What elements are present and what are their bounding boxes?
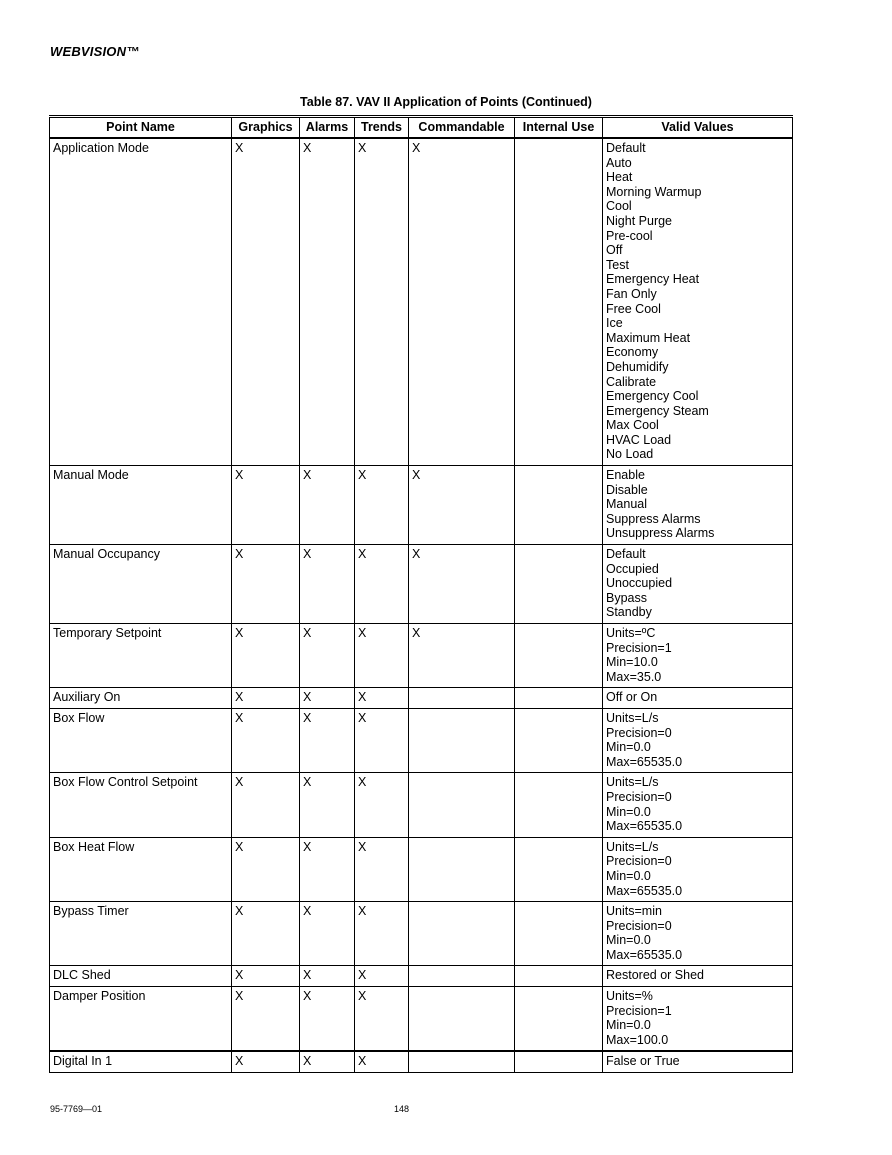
valid-value: Max=35.0 — [606, 669, 662, 684]
graphics-cell: X — [232, 466, 300, 545]
valid-value: Max Cool — [606, 418, 659, 433]
graphics-cell: X — [232, 545, 300, 624]
valid-value: Bypass — [606, 590, 647, 605]
table-row — [50, 138, 793, 466]
alarms-cell: X — [300, 987, 355, 1052]
trends-cell: X — [355, 688, 409, 709]
commandable-cell — [409, 966, 515, 987]
point-name-cell: Box Flow — [50, 708, 232, 772]
valid-value: Emergency Steam — [606, 403, 709, 418]
point-name-cell: Manual Mode — [50, 466, 232, 545]
valid-value: Min=10.0 — [606, 655, 658, 670]
internal-use-cell — [515, 773, 603, 837]
trends-cell: X — [355, 966, 409, 987]
point-name-cell: Temporary Setpoint — [50, 624, 232, 688]
alarms-cell: X — [300, 688, 355, 709]
valid-values-cell — [603, 773, 793, 837]
valid-value: False or True — [606, 1054, 680, 1069]
valid-value: Units=% — [606, 989, 653, 1004]
document-number: 95-7769—01 — [50, 1104, 103, 1114]
valid-value: Unoccupied — [606, 576, 673, 591]
alarms-cell: X — [300, 837, 355, 901]
point-name-cell: Application Mode — [50, 138, 232, 466]
valid-value: Min=0.0 — [606, 740, 651, 755]
page-number: 148 — [394, 1104, 410, 1114]
trends-cell: X — [355, 708, 409, 772]
trends-cell: X — [355, 1051, 409, 1072]
column-header-graphics: Graphics — [232, 117, 300, 139]
valid-value: Units=ºC — [606, 626, 656, 640]
graphics-cell: X — [232, 624, 300, 688]
valid-value: Units=L/s — [606, 839, 659, 854]
valid-values-cell — [603, 966, 793, 987]
valid-value: Pre-cool — [606, 228, 653, 243]
valid-value: Default — [606, 547, 646, 562]
valid-value: Free Cool — [606, 301, 661, 316]
valid-value: Precision=0 — [606, 918, 672, 933]
valid-value: Emergency Cool — [606, 389, 699, 404]
valid-values-cell — [603, 902, 793, 966]
internal-use-cell — [515, 545, 603, 624]
valid-value: Precision=0 — [606, 789, 672, 804]
valid-value: Default — [606, 141, 646, 155]
valid-value: Precision=0 — [606, 854, 672, 869]
valid-value: Units=L/s — [606, 710, 659, 725]
running-header: WEBVISION™ — [50, 44, 140, 59]
commandable-cell — [409, 1051, 515, 1072]
table-row — [50, 545, 793, 624]
valid-value: Max=65535.0 — [606, 754, 683, 769]
valid-values-cell — [603, 837, 793, 901]
trends-cell: X — [355, 624, 409, 688]
valid-values-cell — [603, 688, 793, 709]
graphics-cell: X — [232, 1051, 300, 1072]
commandable-cell: X — [409, 624, 515, 688]
table-body — [50, 138, 793, 1073]
valid-value: Heat — [606, 170, 633, 185]
table-row — [50, 688, 793, 709]
valid-value: Standby — [606, 605, 652, 620]
commandable-cell — [409, 688, 515, 709]
alarms-cell: X — [300, 624, 355, 688]
alarms-cell: X — [300, 138, 355, 466]
internal-use-cell — [515, 624, 603, 688]
internal-use-cell — [515, 688, 603, 709]
graphics-cell: X — [232, 966, 300, 987]
valid-value: Suppress Alarms — [606, 511, 701, 526]
valid-value: HVAC Load — [606, 432, 672, 447]
commandable-cell: X — [409, 138, 515, 466]
valid-value: Off — [606, 243, 623, 258]
commandable-cell — [409, 987, 515, 1052]
column-header-valid-values: Valid Values — [603, 117, 793, 139]
point-name-cell: DLC Shed — [50, 966, 232, 987]
internal-use-cell — [515, 138, 603, 466]
valid-values-cell — [603, 624, 793, 688]
valid-value: Min=0.0 — [606, 804, 651, 819]
valid-values-cell — [603, 138, 793, 466]
table-caption: Table 87. VAV II Application of Points (Continued) — [300, 95, 592, 109]
trends-cell: X — [355, 773, 409, 837]
valid-value: Emergency Heat — [606, 272, 700, 287]
internal-use-cell — [515, 966, 603, 987]
valid-value: Economy — [606, 345, 659, 360]
point-name-cell: Box Flow Control Setpoint — [50, 773, 232, 837]
valid-value: Off or On — [606, 690, 658, 705]
valid-value: Occupied — [606, 561, 659, 576]
valid-value: Maximum Heat — [606, 330, 691, 345]
commandable-cell — [409, 708, 515, 772]
graphics-cell: X — [232, 837, 300, 901]
column-header-trends: Trends — [355, 117, 409, 139]
alarms-cell: X — [300, 966, 355, 987]
valid-value: Min=0.0 — [606, 933, 651, 948]
alarms-cell: X — [300, 545, 355, 624]
valid-values-cell — [603, 708, 793, 772]
trends-cell: X — [355, 138, 409, 466]
valid-value: Fan Only — [606, 286, 657, 301]
valid-value: Enable — [606, 468, 645, 483]
alarms-cell: X — [300, 708, 355, 772]
graphics-cell: X — [232, 688, 300, 709]
alarms-cell: X — [300, 902, 355, 966]
valid-value: Morning Warmup — [606, 184, 702, 199]
valid-value: Max=65535.0 — [606, 819, 683, 834]
valid-values-cell — [603, 1051, 793, 1072]
commandable-cell — [409, 837, 515, 901]
valid-value: Restored or Shed — [606, 968, 704, 983]
trends-cell: X — [355, 987, 409, 1052]
graphics-cell: X — [232, 138, 300, 466]
trends-cell: X — [355, 466, 409, 545]
graphics-cell: X — [232, 902, 300, 966]
valid-value: Min=0.0 — [606, 868, 651, 883]
table-row — [50, 708, 793, 772]
valid-value: Min=0.0 — [606, 1018, 651, 1033]
internal-use-cell — [515, 837, 603, 901]
table-row — [50, 987, 793, 1052]
valid-value: Precision=0 — [606, 725, 672, 740]
valid-value: Max=100.0 — [606, 1032, 669, 1047]
valid-value: Cool — [606, 199, 632, 214]
internal-use-cell — [515, 466, 603, 545]
valid-values-cell — [603, 545, 793, 624]
table-row — [50, 466, 793, 545]
valid-values-cell — [603, 466, 793, 545]
column-header-internal-use: Internal Use — [515, 117, 603, 139]
commandable-cell — [409, 902, 515, 966]
internal-use-cell — [515, 708, 603, 772]
table-row — [50, 837, 793, 901]
point-name-cell: Auxiliary On — [50, 688, 232, 709]
internal-use-cell — [515, 902, 603, 966]
valid-value: Units=L/s — [606, 775, 659, 790]
commandable-cell: X — [409, 466, 515, 545]
valid-value: Dehumidify — [606, 359, 669, 374]
valid-value: Unsuppress Alarms — [606, 526, 715, 541]
valid-value: No Load — [606, 447, 654, 462]
column-header-point-name: Point Name — [50, 117, 232, 139]
alarms-cell: X — [300, 1051, 355, 1072]
alarms-cell: X — [300, 773, 355, 837]
table-row — [50, 966, 793, 987]
graphics-cell: X — [232, 708, 300, 772]
valid-value: Max=65535.0 — [606, 947, 683, 962]
valid-value: Precision=1 — [606, 640, 672, 655]
point-name-cell: Damper Position — [50, 987, 232, 1052]
valid-value: Manual — [606, 497, 647, 512]
column-header-alarms: Alarms — [300, 117, 355, 139]
valid-value: Precision=1 — [606, 1003, 672, 1018]
graphics-cell: X — [232, 987, 300, 1052]
point-name-cell: Bypass Timer — [50, 902, 232, 966]
table-row — [50, 902, 793, 966]
commandable-cell: X — [409, 545, 515, 624]
points-table — [49, 115, 793, 1073]
graphics-cell: X — [232, 773, 300, 837]
point-name-cell: Box Heat Flow — [50, 837, 232, 901]
valid-value: Night Purge — [606, 213, 673, 228]
valid-value: Max=65535.0 — [606, 883, 683, 898]
valid-value: Units=min — [606, 904, 662, 919]
table-row — [50, 624, 793, 688]
valid-values-cell — [603, 987, 793, 1052]
valid-value: Disable — [606, 482, 648, 497]
column-header-commandable: Commandable — [409, 117, 515, 139]
internal-use-cell — [515, 987, 603, 1052]
table-row — [50, 1051, 793, 1072]
trends-cell: X — [355, 837, 409, 901]
trends-cell: X — [355, 902, 409, 966]
table-header-row — [50, 117, 793, 139]
point-name-cell: Manual Occupancy — [50, 545, 232, 624]
trends-cell: X — [355, 545, 409, 624]
alarms-cell: X — [300, 466, 355, 545]
valid-value: Test — [606, 257, 629, 272]
point-name-cell: Digital In 1 — [50, 1051, 232, 1072]
table-row — [50, 773, 793, 837]
commandable-cell — [409, 773, 515, 837]
internal-use-cell — [515, 1051, 603, 1072]
valid-value: Ice — [606, 316, 623, 331]
valid-value: Calibrate — [606, 374, 657, 389]
valid-value: Auto — [606, 155, 632, 170]
